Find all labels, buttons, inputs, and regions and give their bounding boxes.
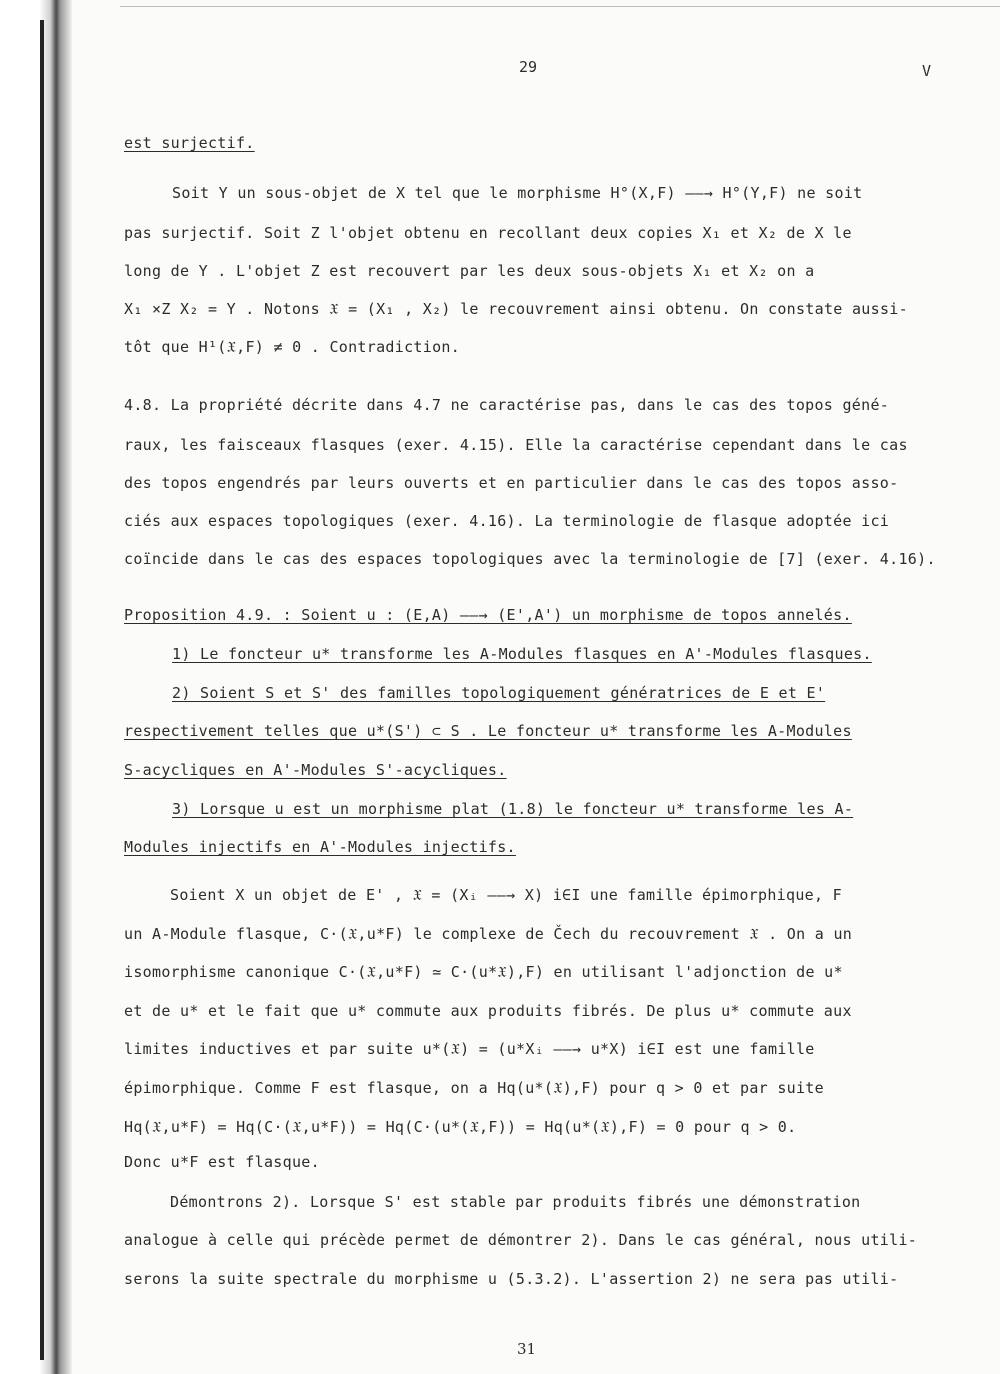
header-page-number: 29 (519, 58, 538, 76)
proof2-line-1: Démontrons 2). Lorsque S' est stable par produits fibrés une démonstration (170, 1193, 861, 1211)
proof-line-6: épimorphique. Comme F est flasque, on a Hq(u*(𝔛),F) pour q > 0 et par suite (124, 1079, 824, 1097)
text-line-11: coïncide dans le cas des espaces topologiques avec la terminologie de [7] (exer. 4.16). (124, 550, 936, 568)
proposition-item-2: 2) Soient S et S' des familles topologiquement génératrices de E et E' (172, 684, 826, 702)
proof2-line-3: serons la suite spectrale du morphisme u (5.3.2). L'assertion 2) ne sera pas utili- (124, 1270, 899, 1288)
text-line-5: X₁ ×Z X₂ = Y . Notons 𝔛 = (X₁ , X₂) le recouvrement ainsi obtenu. On constate aussi- (124, 300, 908, 318)
proof-line-3: isomorphisme canonique C·(𝔛,u*F) ≃ C·(u*𝔛),F) en utilisant l'adjonction de u* (124, 963, 843, 981)
proof-line-2: un A-Module flasque, C·(𝔛,u*F) le complexe de Čech du recouvrement 𝔛 . On a un (124, 925, 853, 943)
proof-line-5: limites inductives et par suite u*(𝔛) = (u*Xᵢ ——→ u*X) i∈I est une famille (124, 1040, 815, 1058)
binding-shadow-line (40, 20, 44, 1360)
text-line-1: est surjectif. (124, 134, 255, 152)
text-line-9: des topos engendrés par leurs ouverts et en particulier dans le cas des topos asso- (124, 474, 899, 492)
footer-page-number: 31 (517, 1340, 537, 1358)
proof-line-7: Hq(𝔛,u*F) = Hq(C·(𝔛,u*F)) = Hq(C·(u*(𝔛,F)) = Hq(u*(𝔛),F) = 0 pour q > 0. (124, 1118, 797, 1136)
text-line-10: ciés aux espaces topologiques (exer. 4.16). La terminologie de flasque adoptée ici (124, 512, 890, 530)
proposition-heading: Proposition 4.9. : Soient u : (E,A) ——→ (E',A') un morphisme de topos annelés. (124, 606, 852, 624)
proof-line-1: Soient X un objet de E' , 𝔛 = (Xᵢ ——→ X) i∈I une famille épimorphique, F (170, 886, 842, 904)
header-chapter: V (922, 62, 932, 80)
text-line-7: 4.8. La propriété décrite dans 4.7 ne caractérise pas, dans le cas des topos géné- (124, 396, 890, 414)
text-line-3: pas surjectif. Soit Z l'objet obtenu en recollant deux copies X₁ et X₂ de X le (124, 224, 852, 242)
proposition-item-1: 1) Le foncteur u* transforme les A-Modules flasques en A'-Modules flasques. (172, 645, 872, 663)
text-line-6: tôt que H¹(𝔛,F) ≠ 0 . Contradiction. (124, 338, 461, 356)
proposition-item-3: 3) Lorsque u est un morphisme plat (1.8) le foncteur u* transforme les A- (172, 800, 854, 818)
proposition-item-2-cont-1: respectivement telles que u*(S') ⊂ S . Le foncteur u* transforme les A-Modules (124, 722, 852, 740)
book-binding-edge (0, 0, 72, 1374)
proposition-item-2-cont-2: S-acycliques en A'-Modules S'-acycliques. (124, 761, 507, 779)
text-line-8: raux, les faisceaux flasques (exer. 4.15). Elle la caractérise cependant dans le cas (124, 436, 908, 454)
proposition-item-3-cont: Modules injectifs en A'-Modules injectifs. (124, 838, 516, 856)
proof-line-8: Donc u*F est flasque. (124, 1153, 320, 1171)
text-line-4: long de Y . L'objet Z est recouvert par les deux sous-objets X₁ et X₂ on a (124, 262, 815, 280)
top-edge-line (120, 6, 1000, 7)
proof2-line-2: analogue à celle qui précède permet de démontrer 2). Dans le cas général, nous utili- (124, 1231, 918, 1249)
proof-line-4: et de u* et le fait que u* commute aux produits fibrés. De plus u* commute aux (124, 1002, 852, 1020)
text-line-2: Soit Y un sous-objet de X tel que le morphisme H°(X,F) ——→ H°(Y,F) ne soit (172, 184, 863, 202)
